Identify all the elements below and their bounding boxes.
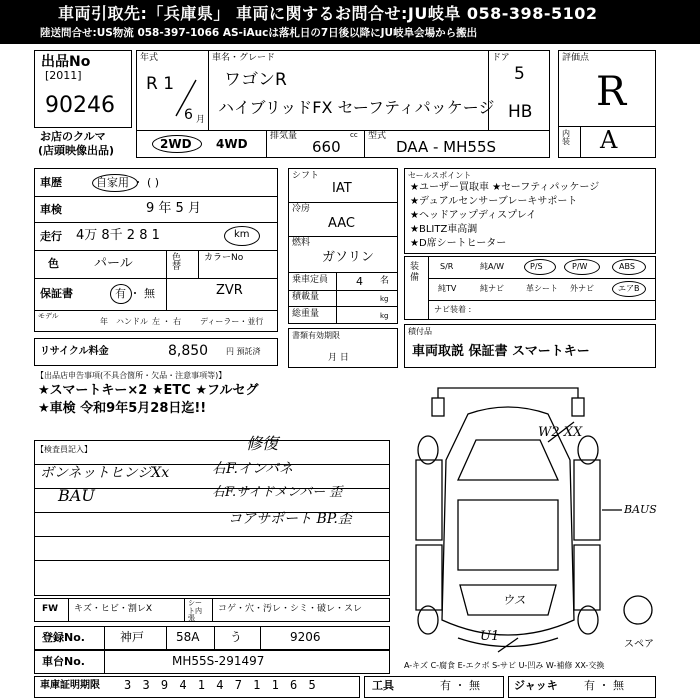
diagram-mark-line-rear: [498, 638, 518, 652]
reg-number: 9206: [290, 630, 321, 644]
diagram-mark-bumper[interactable]: ウス: [502, 593, 526, 607]
frame-label: 車台No.: [42, 655, 85, 668]
mileage-value: 4万 8千 2 8 1: [76, 228, 160, 243]
diagram-top-right-bracket: [572, 398, 584, 416]
reg-class: 58A: [176, 630, 200, 644]
diagram-mark-front[interactable]: W2 XX: [538, 425, 583, 440]
spare-label: スペア: [624, 639, 654, 650]
navi-label: ナビ装着 :: [434, 305, 472, 314]
mileage-unit: km: [234, 229, 250, 240]
header-bar: [0, 0, 700, 44]
equip-aw: 純A/W: [480, 262, 505, 271]
month-value: 6: [184, 107, 193, 123]
sales-item-4: ★BLITZ車高調: [410, 224, 478, 235]
inspector-header: 【検査員記入】: [36, 445, 92, 454]
sales-item-3: ★ヘッドアップディスプレイ: [410, 210, 537, 221]
documents-value: 車両取説 保証書 スマートキー: [412, 344, 590, 359]
diagram-top-bar: [438, 388, 578, 398]
model-label: 型式: [368, 131, 387, 141]
model-year-unit: 年: [100, 317, 108, 326]
model-code: DAA - MH55S: [396, 138, 497, 156]
year-label: 年式: [140, 53, 159, 63]
shop-note: お店のクルマ: [40, 130, 106, 143]
recycle-value: 8,850: [168, 343, 209, 359]
body-type: HB: [508, 102, 533, 122]
diagram-left-front-door: [416, 460, 442, 540]
model-year-label: モデル: [38, 312, 59, 320]
documents-label: 積付品: [408, 327, 432, 336]
lot-year-stamp: [2011]: [45, 69, 82, 82]
handle-value: 左 ・ 右: [152, 317, 182, 326]
diagram-top-left-bracket: [432, 398, 444, 416]
load-label: 積載量: [292, 292, 320, 302]
frame-number: MH55S-291497: [172, 654, 265, 668]
ac-label: 冷房: [292, 204, 311, 214]
equip-tv: 純TV: [438, 284, 457, 293]
lot-box: [34, 50, 132, 128]
equip-navi: 純ナビ: [480, 284, 504, 293]
interior-score: A: [600, 126, 618, 154]
warranty-label: 保証書: [40, 287, 73, 300]
warranty-value: 有 ・ 無: [115, 287, 155, 300]
mileage-label: 走行: [40, 230, 62, 243]
diagram-right-rear-door: [574, 545, 600, 610]
lot-number: 90246: [45, 93, 115, 118]
sales-label: セールスポイント: [408, 171, 472, 180]
door-label: ドア: [492, 53, 510, 63]
registration-strip: [34, 626, 390, 650]
notes-line-2: ★車検 令和9年5月28日迄!!: [38, 401, 207, 416]
cert-label: 車庫証明期限: [40, 680, 100, 691]
handle-label: ハンドル: [116, 317, 148, 326]
capacity-unit: 名: [380, 276, 390, 286]
equip-abs: ABS: [619, 262, 635, 271]
drive-4wd: 4WD: [216, 137, 248, 151]
color-value: パール: [94, 256, 133, 271]
diagram-mark-rear[interactable]: U1: [480, 629, 500, 644]
car-name: ワゴンR: [224, 70, 287, 90]
equip-ps: P/S: [530, 262, 543, 271]
interior-label: 内装: [562, 129, 570, 146]
shift-label: シフト: [292, 171, 320, 181]
inspector-note-4[interactable]: 右F.サイドメンバー 歪: [212, 485, 343, 500]
equip-leather: 革シート: [526, 284, 558, 293]
history-label: 車歴: [40, 176, 62, 189]
tools-label: 工具: [372, 679, 394, 692]
seat-label: シート内張: [188, 599, 202, 623]
record-unit: 月 日: [328, 353, 349, 363]
load-unit: kg: [380, 295, 389, 303]
inspector-title[interactable]: 修復: [246, 434, 279, 453]
weight-label: 総重量: [292, 309, 320, 319]
shaken-label: 車検: [40, 203, 62, 216]
name-label: 車名・グレード: [212, 53, 276, 63]
reg-place: 神戸: [120, 630, 145, 644]
inspector-note-5[interactable]: コアサポート BP.歪: [228, 511, 352, 527]
equip-airbag: エアB: [618, 284, 640, 293]
fw-label: FW: [42, 604, 59, 614]
record-label: 書類有効期限: [292, 331, 340, 340]
diagram-legend: A-キズ C-腐食 E-エクボ S-サビ U-凹み W-補修 XX-交換: [404, 661, 605, 670]
color-change-label: 色替: [172, 253, 182, 272]
header-contact: 車両引取先:「兵庫県」 車両に関するお問合せ:JU岐阜 058-398-5102: [58, 4, 598, 23]
sales-item-2: ★デュアルセンサーブレーキサポート: [410, 196, 578, 207]
diagram-mark-side[interactable]: BAUS: [624, 503, 657, 516]
diagram-roof: [458, 500, 558, 570]
month-unit: 月: [196, 115, 206, 125]
notes-line-1: ★スマートキー×2 ★ETC ★フルセグ: [38, 383, 259, 398]
cc-value: 660: [312, 138, 341, 156]
score-label: 評価点: [562, 53, 590, 63]
seat-value: コゲ・穴・汚レ・シミ・破レ・スレ: [218, 604, 363, 614]
inspector-note-1[interactable]: ボンネットヒンジXx: [40, 465, 170, 481]
door-count: 5: [514, 64, 525, 84]
shift-value: IAT: [332, 181, 352, 196]
capacity-label: 乗車定員: [292, 275, 329, 285]
equip-sr: S/R: [440, 262, 454, 271]
recycle-unit: 円 預託済: [226, 347, 261, 356]
sales-item-1: ★ユーザー買取車 ★セーフティパッケージ: [410, 182, 600, 193]
cc-label: 排気量: [270, 131, 298, 141]
defects-value: キズ・ヒビ・割レX: [74, 604, 152, 614]
jack-label: ジャッキ: [514, 679, 558, 692]
reg-label: 登録No.: [42, 631, 85, 644]
recycle-label: リサイクル料金: [40, 346, 109, 357]
car-grade: ハイブリッドFX セーフティパッケージ: [218, 98, 495, 117]
color-label: 色: [48, 257, 59, 270]
shop-note-sub: (店頭映像出品): [38, 144, 115, 157]
inspector-note-3[interactable]: BAU: [58, 486, 95, 505]
diagram-left-rear-door: [416, 545, 442, 610]
diagram-windshield: [458, 440, 558, 480]
capacity-value: 4: [356, 275, 363, 288]
colorno-label: カラーNo: [204, 253, 244, 263]
header-transport: 陸送問合せ:US物流 058-397-1066 AS-iAucは落札日の7日後以降にJU岐阜会場から搬出: [40, 27, 478, 39]
inspector-note-2[interactable]: 右F.インパネ: [212, 461, 294, 477]
sales-item-5: ★D席シートヒーター: [410, 238, 507, 249]
fuel-label: 燃料: [292, 238, 311, 248]
jack-value: 有 ・ 無: [584, 679, 624, 692]
history-value: 自家用 ・ ( ): [96, 176, 160, 189]
weight-unit: kg: [380, 312, 389, 320]
score-value: R: [596, 69, 627, 115]
dealer-label: ディーラー・並行: [200, 317, 264, 326]
equip-ext-navi: 外ナビ: [570, 284, 594, 293]
drive-2wd: 2WD: [160, 137, 192, 151]
shaken-value: 9 年 5 月: [146, 201, 201, 216]
ac-value: AAC: [328, 216, 355, 231]
notes-header: 【出品店申告事項(不具合箇所・欠品・注意事項等)】: [36, 371, 227, 380]
cc-unit: cc: [350, 131, 358, 139]
equipment-label: 装備: [410, 262, 420, 283]
diagram-spare-tire: [624, 596, 652, 624]
cert-value: 3 3 9 4 1 4 7 1 1 6 5: [124, 678, 318, 692]
year-value: R 1: [146, 74, 175, 94]
diagram-right-front-door: [574, 460, 600, 540]
equip-pw: P/W: [572, 262, 588, 271]
fuel-value: ガソリン: [322, 250, 375, 265]
car-damage-diagram: [398, 370, 678, 670]
tools-value: 有 ・ 無: [440, 679, 480, 692]
colorno-value: ZVR: [216, 283, 243, 298]
reg-kana: う: [230, 630, 243, 644]
lot-label: 出品No: [41, 54, 91, 70]
